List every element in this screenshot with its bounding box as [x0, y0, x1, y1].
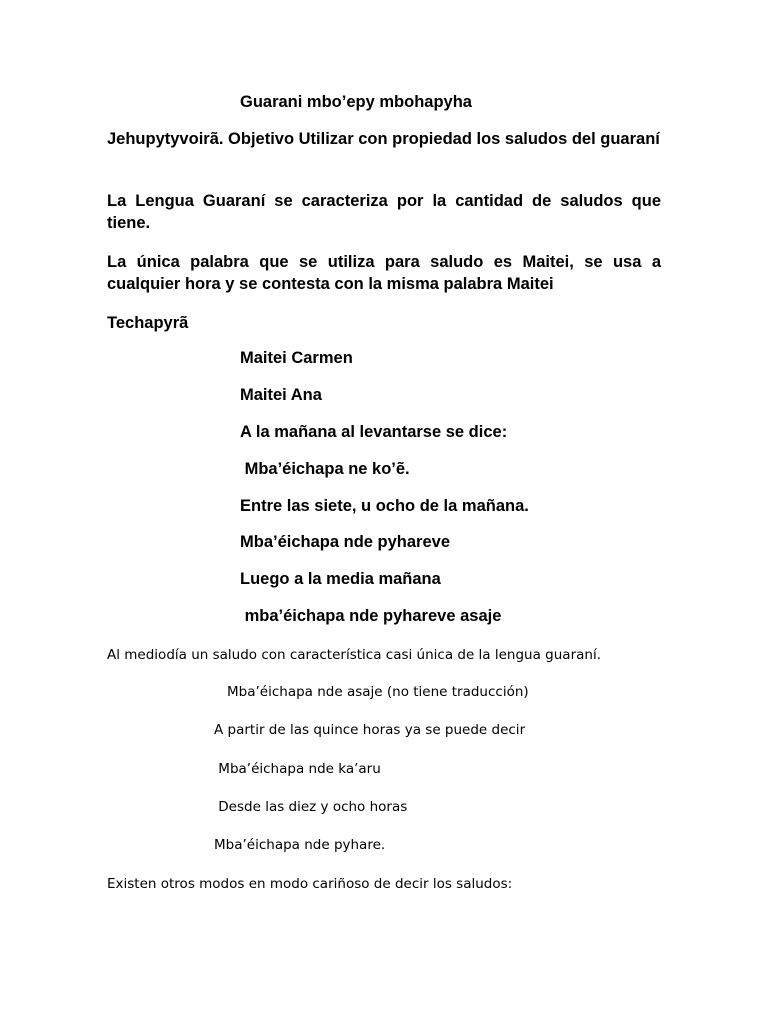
intro-paragraph: La Lengua Guaraní se caracteriza por la cantidad de saludos que tiene.	[107, 192, 661, 232]
example-line: Entre las siete, u ocho de la mañana.	[240, 497, 529, 515]
example-line: A la mañana al levantarse se dice:	[240, 423, 508, 441]
example-line: Luego a la media mañana	[240, 570, 441, 588]
example-line: Maitei Carmen	[240, 349, 353, 367]
example-line: Mba’éichapa nde pyhareve	[240, 533, 450, 551]
midday-line: Mba’éichapa nde asaje (no tiene traducción)	[227, 684, 529, 700]
document-title: Guarani mbo’epy mbohapyha	[240, 93, 472, 111]
midday-line: Desde las diez y ocho horas	[214, 799, 408, 815]
example-line: mba’éichapa nde pyhareve asaje	[240, 607, 502, 625]
example-line: Mba’éichapa ne ko’ẽ.	[240, 460, 410, 478]
midday-line: Mba’éichapa nde pyhare.	[214, 837, 386, 853]
midday-line: Mba’éichapa nde ka’aru	[214, 761, 381, 777]
midday-line: A partir de las quince horas ya se puede decir	[214, 722, 526, 738]
maitei-paragraph: La única palabra que se utiliza para saludo es Maitei, se usa a cualquier hora y se contesta con la misma palabra Maitei	[107, 253, 661, 293]
objective-paragraph: Jehupytyvoirã. Objetivo Utilizar con propiedad los saludos del guaraní	[107, 130, 660, 148]
midday-paragraph: Al mediodía un saludo con característica casi única de la lengua guaraní.	[107, 647, 601, 663]
example-line: Maitei Ana	[240, 386, 322, 404]
closing-paragraph: Existen otros modos en modo cariñoso de decir los saludos:	[107, 876, 513, 892]
example-label: Techapyrã	[107, 314, 189, 332]
